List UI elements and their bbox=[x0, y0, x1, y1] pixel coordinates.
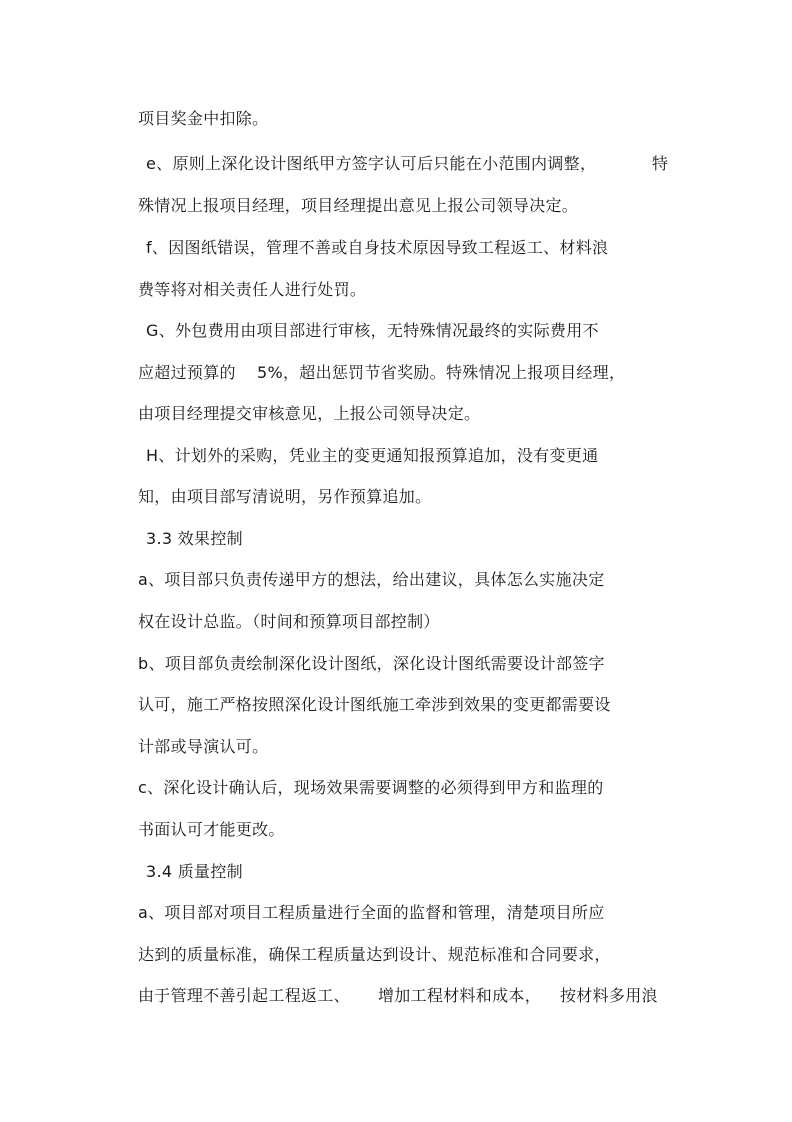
text-line: 计部或导演认可。 bbox=[138, 737, 269, 756]
text-line: c、深化设计确认后，现场效果需要调整的必须得到甲方和监理的 bbox=[138, 778, 604, 797]
text-line: 特 bbox=[652, 154, 669, 173]
text-line: 应超过预算的 bbox=[138, 363, 236, 382]
text-line: 殊情况上报项目经理，项目经理提出意见上报公司领导决定。 bbox=[138, 196, 579, 215]
text-line: 知，由项目部写清说明，另作预算追加。 bbox=[138, 487, 432, 506]
text-line: 书面认可才能更改。 bbox=[138, 820, 285, 839]
text-line: a、项目部对项目工程质量进行全面的监督和管理，清楚项目所应 bbox=[138, 903, 605, 922]
text-line: G、外包费用由项目部进行审核，无特殊情况最终的实际费用不 bbox=[146, 321, 599, 340]
text-line: 费等将对相关责任人进行处罚。 bbox=[138, 280, 367, 299]
text-line: 按材料多用浪 bbox=[560, 986, 658, 1005]
text-line: 项目奖金中扣除。 bbox=[138, 109, 269, 128]
text-line: 由项目经理提交审核意见，上报公司领导决定。 bbox=[138, 404, 481, 423]
section-heading: 3.3 效果控制 bbox=[146, 529, 243, 548]
text-line: 认可，施工严格按照深化设计图纸施工牵涉到效果的变更都需要设 bbox=[138, 695, 611, 714]
text-line: 5%，超出惩罚节省奖励。特殊情况上报项目经理， bbox=[257, 363, 626, 382]
text-line: H、计划外的采购，凭业主的变更通知报预算追加，没有变更通 bbox=[146, 446, 599, 465]
text-line: 权在设计总监。（时间和预算项目部控制） bbox=[138, 612, 440, 631]
section-heading: 3.4 质量控制 bbox=[146, 862, 243, 881]
text-line: e、原则上深化设计图纸甲方签字认可后只能在小范围内调整， bbox=[146, 154, 597, 173]
text-line: 增加工程材料和成本， bbox=[378, 986, 542, 1005]
text-line: 由于管理不善引起工程返工、 bbox=[138, 986, 350, 1005]
text-line: b、项目部负责绘制深化设计图纸，深化设计图纸需要设计部签字 bbox=[138, 654, 605, 673]
text-line: a、项目部只负责传递甲方的想法，给出建议，具体怎么实施决定 bbox=[138, 570, 605, 589]
text-line: f、因图纸错误，管理不善或自身技术原因导致工程返工、材料浪 bbox=[146, 238, 609, 257]
text-line: 达到的质量标准，确保工程质量达到设计、规范标准和合同要求， bbox=[138, 945, 611, 964]
